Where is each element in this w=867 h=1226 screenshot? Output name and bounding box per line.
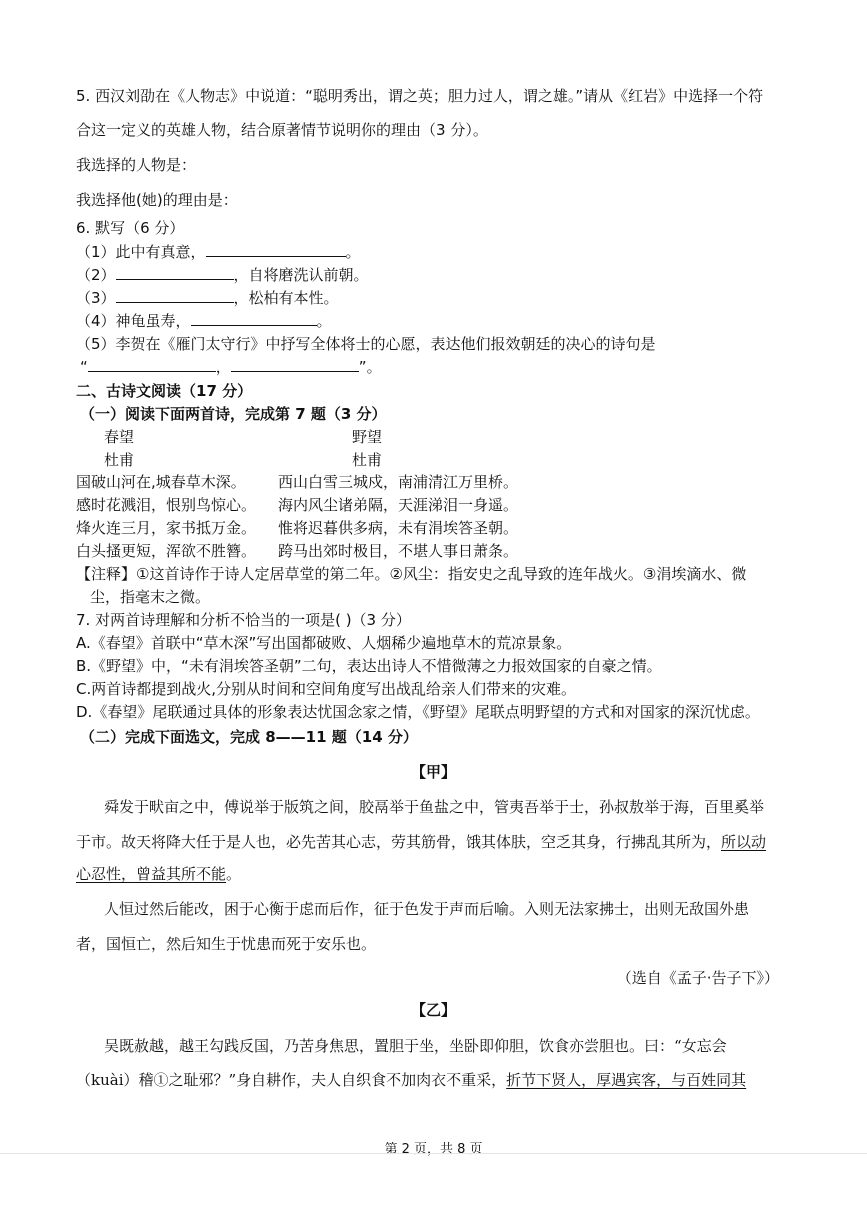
poem-note-line2: 尘，指毫末之微。 <box>90 588 211 606</box>
q6-blank-3[interactable] <box>116 288 234 303</box>
q5-line1: 5. 西汉刘劭在《人物志》中说道：“聪明秀出，谓之英；胆力过人，谓之雄。”请从《红岩》中选择一个符 <box>76 87 764 105</box>
yi-underlined-sentence: 折节下贤人，厚遇宾客，与百姓同其 <box>506 1071 747 1089</box>
yi-line2-text: （kuài）稽①之耻邪？”身自耕作，夫人自织食不加肉衣不重采， <box>76 1071 507 1089</box>
poem1-line-2: 感时花溅泪，恨别鸟惊心。 <box>76 496 257 514</box>
q6-item-5-close: ”。 <box>358 358 382 376</box>
q6-item-1-post: 。 <box>345 243 361 261</box>
yi-line2 <box>76 1070 746 1090</box>
q5-person-label: 我选择的人物是： <box>76 156 197 174</box>
jia-p1-line2 <box>76 832 766 852</box>
footer-divider <box>0 1153 867 1154</box>
q6-item-4 <box>76 311 332 331</box>
q7-option-b: B.《野望》中，“未有涓埃答圣朝”二句，表达出诗人不惜微薄之力报效国家的自豪之情。 <box>76 657 662 675</box>
yi-title: 【乙】 <box>410 1001 456 1019</box>
q6-item-3 <box>76 288 339 308</box>
q6-item-5-comma: ， <box>215 358 231 376</box>
q7-stem: 7. 对两首诗理解和分析不恰当的一项是( )（3 分） <box>76 611 411 629</box>
poem2-line-1: 西山白雪三城戍，南浦清江万里桥。 <box>278 473 519 491</box>
jia-underlined-sentence-start: 所以动 <box>721 833 767 851</box>
poem1-title: 春望 <box>104 428 135 446</box>
jia-p1-line2-text: 于市。故天将降大任于是人也，必先苦其心志，劳其筋骨，饿其体肤，空乏其身，行拂乱其所为， <box>76 833 722 851</box>
jia-source: （选自《孟子·告子下》） <box>616 969 779 987</box>
jia-p1-line3-punct: 。 <box>226 865 242 883</box>
q6-blank-2[interactable] <box>116 265 234 280</box>
jia-p1-line3 <box>76 864 241 884</box>
jia-p2-line1: 人恒过然后能改，困于心衡于虑而后作，征于色发于声而后喻。入则无法家拂士，出则无敌国外患 <box>104 900 750 918</box>
q6-blank-1[interactable] <box>206 242 346 257</box>
q6-blank-4[interactable] <box>191 311 317 326</box>
q7-option-d: D.《春望》尾联通过具体的形象表达忧国念家之情，《野望》尾联点明野望的方式和对国家的深沉忧虑。 <box>76 703 760 721</box>
section2-title: 二、古诗文阅读（17 分） <box>76 382 253 400</box>
poem2-line-2: 海内风尘诸弟隔，天涯涕泪一身遥。 <box>278 496 519 514</box>
poem-note-line1: 【注释】①这首诗作于诗人定居草堂的第二年。②风尘：指安史之乱导致的连年战火。③涓埃滴水、微 <box>76 565 747 583</box>
q6-item-5-open: “ <box>80 358 88 376</box>
q6-item-4-pre: （4）神龟虽寿， <box>76 312 191 330</box>
q6-item-5-line2 <box>80 357 382 377</box>
poem1-line-1: 国破山河在,城春草木深。 <box>76 473 246 491</box>
q6-blank-5a[interactable] <box>88 357 216 372</box>
q6-item-1-pre: （1）此中有真意， <box>76 243 206 261</box>
q7-option-c: C.两首诗都提到战火,分别从时间和空间角度写出战乱给亲人们带来的灾难。 <box>76 680 577 698</box>
q6-item-2 <box>76 265 369 285</box>
q5-line2: 合这一定义的英雄人物，结合原著情节说明你的理由（3 分）。 <box>76 121 488 139</box>
yi-line1: 吴既赦越，越王勾践反国，乃苦身焦思，置胆于坐，坐卧即仰胆，饮食亦尝胆也。曰：“女忘会 <box>104 1037 727 1055</box>
part2-title: （二）完成下面选文，完成 8——11 题（14 分） <box>80 728 418 746</box>
poem2-author: 杜甫 <box>352 451 383 469</box>
q6-title: 6. 默写（6 分） <box>76 219 185 237</box>
page-footer: 第 2 页，共 8 页 <box>384 1142 483 1157</box>
q6-item-4-post: 。 <box>316 312 332 330</box>
jia-p1-line1: 舜发于畎亩之中，傅说举于版筑之间，胶鬲举于鱼盐之中，管夷吾举于士，孙叔敖举于海，百里奚举 <box>104 798 765 816</box>
q6-item-3-pre: （3） <box>76 289 116 307</box>
jia-p2-line2: 者，国恒亡，然后知生于忧患而死于安乐也。 <box>76 935 377 953</box>
poem2-line-3: 惟将迟暮供多病，未有涓埃答圣朝。 <box>278 519 519 537</box>
q6-item-2-post: ，自将磨洗认前朝。 <box>233 266 369 284</box>
poem1-author: 杜甫 <box>104 451 135 469</box>
q6-item-5-line1: （5）李贺在《雁门太守行》中抒写全体将士的心愿，表达他们报效朝廷的决心的诗句是 <box>76 335 656 353</box>
q5-reason-label: 我选择他(她)的理由是： <box>76 191 238 209</box>
section2-part1-title: （一）阅读下面两首诗，完成第 7 题（3 分） <box>80 405 387 423</box>
poem2-line-4: 跨马出郊时极目，不堪人事日萧条。 <box>278 542 519 560</box>
jia-title: 【甲】 <box>410 763 456 781</box>
poem1-line-3: 烽火连三月，家书抵万金。 <box>76 519 257 537</box>
q6-blank-5b[interactable] <box>231 357 359 372</box>
q6-item-3-post: ，松柏有本性。 <box>233 289 339 307</box>
q7-option-a: A.《春望》首联中“草木深”写出国都破败、人烟稀少遍地草木的荒凉景象。 <box>76 634 572 652</box>
q6-item-1 <box>76 242 361 262</box>
jia-underlined-sentence-end: 心忍性，曾益其所不能 <box>76 865 227 883</box>
poem2-title: 野望 <box>352 428 383 446</box>
poem1-line-4: 白头搔更短，浑欲不胜簪。 <box>76 542 257 560</box>
q6-item-2-pre: （2） <box>76 266 116 284</box>
